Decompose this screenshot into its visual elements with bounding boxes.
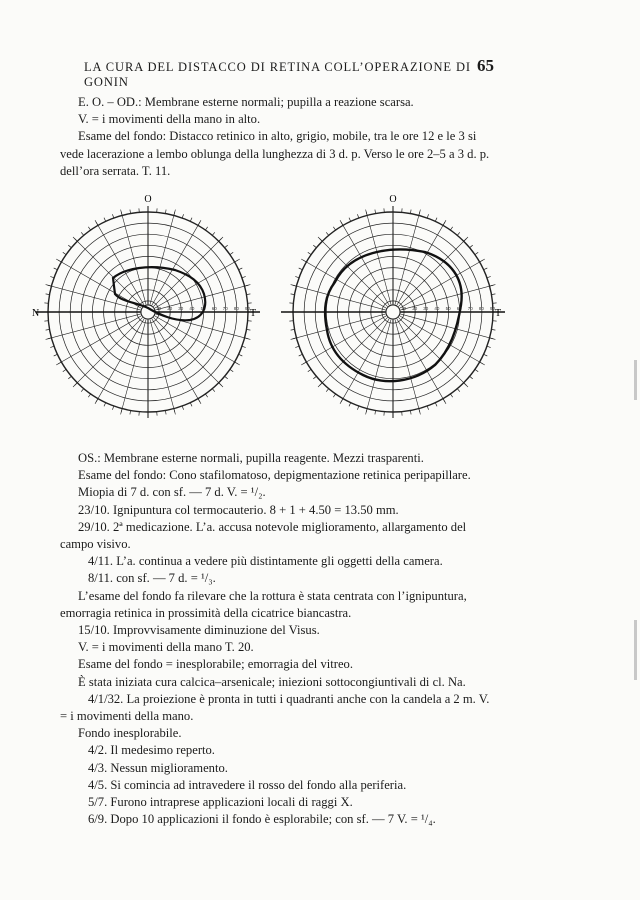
grid-tick [419,409,420,413]
grid-tick [46,294,50,295]
chart-left-label: N [32,308,40,319]
grid-tick [427,214,428,218]
scan-edge-mark [634,360,637,400]
grid-tick [225,376,228,379]
grid-tick [435,403,437,407]
grid-tick [81,232,84,235]
grid-meridian [398,317,468,387]
grid-tick [427,406,428,410]
center-disc [386,305,400,319]
grid-tick [326,232,329,235]
grid-tick [225,245,228,248]
paragraph: 15/10. Improvvisamente diminuzione del Visus. [78,623,320,638]
grid-tick [88,394,90,397]
chart-top-label: O [389,194,397,205]
grid-tick [457,232,460,235]
grid-tick [480,260,484,262]
grid-tick [121,212,122,216]
grid-tick [490,338,494,339]
grid-tick [58,260,62,262]
paragraph: Esame del fondo: Distacco retinico in alto, grigio, mobile, tra le ore 12 e le 3 si vede lacerazione a lembo oblunga della lunghezza di 3 d. p. Verso le ore 2–5 a 3 d. p. dell’ora serrata. T. 11. [60,129,490,178]
grid-tick [475,252,478,254]
grid-tick [299,268,303,270]
grid-tick [470,376,473,379]
paragraph: 4/5. Si comincia ad intravedere il rosso del fondo alla periferia. [88,777,407,792]
grid-tick [230,369,233,371]
grid-tick [245,285,249,286]
ring-label: 40 [189,306,195,311]
grid-meridian [73,317,143,387]
grid-tick [484,354,488,356]
ring-label: 50 [200,306,206,311]
ring-label: 40 [434,306,440,311]
grid-meridian [291,314,387,340]
grid-tick [112,214,113,218]
grid-tick [235,362,239,364]
grid-tick [68,245,71,248]
grid-tick [212,389,215,392]
grid-tick [190,403,192,407]
grid-tick [487,276,491,277]
grid-tick [320,383,323,386]
paragraph: 4/11. L’a. continua a vedere più distintamente gli oggetti della camera. [88,554,443,569]
grid-tick [165,411,166,415]
ring-label: 10 [401,306,407,311]
grid-tick [492,329,496,330]
paragraph: V. = i movimenti della mano T. 20. [78,640,254,655]
paragraph: 29/10. 2ª medicazione. L’a. accusa notevole miglioramento, allargamento del campo visivo. [60,519,467,552]
grid-tick [333,227,335,230]
ring-label: 30 [423,306,429,311]
paragraph: È stata iniziata cura calcica–arsenicale; iniezioni sottocongiuntivali di cl. Na. [78,674,466,689]
grid-tick [112,406,113,410]
grid-tick [54,268,58,270]
grid-meridian [318,317,388,387]
grid-tick [464,383,467,386]
ring-label: 60 [211,306,217,311]
paragraph: 23/10. Ignipuntura col termocauterio. 8 + 1 + 4.50 = 13.50 mm. [78,502,399,517]
grid-tick [443,222,445,226]
grid-meridian [153,317,223,387]
grid-tick [75,239,78,242]
ring-label: 80 [478,306,484,311]
grid-tick [96,222,98,226]
grid-tick [54,354,58,356]
paragraph: Fondo inesplorabile. [78,726,182,741]
grid-tick [435,218,437,222]
grid-tick [295,276,299,277]
grid-tick [375,210,376,214]
grid-tick [299,354,303,356]
paragraph: 5/7. Furono intraprese applicazioni locali di raggi X. [88,795,353,810]
grid-tick [313,376,316,379]
grid-tick [308,369,311,371]
grid-tick [104,403,106,407]
grid-tick [81,389,84,392]
grid-tick [88,227,90,230]
grid-tick [291,329,295,330]
ring-label: 90 [490,306,496,311]
grid-tick [205,394,207,397]
ring-label: 30 [178,306,184,311]
paragraph: Esame del fondo = inesplorabile; emorragia del vitreo. [78,657,353,672]
ring-label: 50 [445,306,451,311]
grid-tick [492,294,496,295]
grid-tick [182,214,183,218]
running-header [84,56,494,90]
grid-tick [104,218,106,222]
grid-tick [357,406,358,410]
grid-tick [239,354,243,356]
visual-field-chart-left [30,190,260,430]
ring-label: 60 [456,306,462,311]
grid-tick [293,285,297,286]
grid-tick [487,346,491,347]
grid-tick [198,399,200,403]
grid-meridian [121,319,147,415]
grid-tick [48,338,52,339]
grid-tick [239,268,243,270]
ring-label: 10 [156,306,162,311]
grid-tick [484,268,488,270]
grid-tick [63,369,66,371]
grid-tick [303,362,307,364]
grid-meridian [150,210,176,306]
page-number: 65 [477,56,494,75]
grid-tick [205,227,207,230]
grid-tick [291,294,295,295]
grid-tick [174,212,175,216]
perimetry-grid [281,206,505,418]
grid-tick [480,362,484,364]
grid-tick [190,218,192,222]
grid-tick [182,406,183,410]
grid-tick [366,212,367,216]
grid-tick [235,260,239,262]
paragraph: 4/1/32. La proiezione è pronta in tutti i quadranti anche con la candela a 2 m. V. = i movimenti della mano. [60,691,490,724]
grid-tick [349,218,351,222]
ring-label: 70 [222,306,228,311]
grid-meridian [291,285,387,311]
grid-tick [419,212,420,216]
grid-tick [293,338,297,339]
ring-label: 20 [167,306,173,311]
grid-tick [357,214,358,218]
grid-tick [242,346,246,347]
grid-tick [295,346,299,347]
grid-meridian [121,210,147,306]
grid-tick [46,329,50,330]
grid-tick [470,245,473,248]
grid-tick [198,222,200,226]
grid-tick [219,239,222,242]
paragraph: 6/9. Dopo 10 applicazioni il fondo è esplorabile; con sf. — 7 V. = ¹/₄. [88,812,436,827]
paragraph: OS.: Membrane esterne normali, pupilla reagente. Mezzi trasparenti. [78,451,424,465]
grid-tick [341,222,343,226]
grid-tick [242,276,246,277]
grid-tick [130,411,131,415]
grid-tick [366,409,367,413]
chart-right-label: T [250,308,257,319]
perimetry-grid [36,206,260,418]
grid-tick [230,252,233,254]
grid-tick [130,210,131,214]
grid-tick [303,260,307,262]
paragraph: V. = i movimenti della mano in alto. [78,112,261,127]
grid-tick [75,383,78,386]
scan-edge-mark [634,620,637,680]
grid-tick [457,389,460,392]
grid-tick [58,362,62,364]
grid-tick [68,376,71,379]
grid-meridian [46,285,142,311]
grid-tick [410,411,411,415]
ring-label: 90 [245,306,251,311]
grid-tick [375,411,376,415]
perimetry-chart-left-svg [30,190,260,430]
chart-top-label: O [144,194,152,205]
grid-tick [247,294,251,295]
visual-field-chart-right [275,190,505,430]
grid-meridian [73,237,143,307]
grid-tick [464,239,467,242]
ring-label: 20 [412,306,418,311]
grid-meridian [366,210,392,306]
grid-tick [490,285,494,286]
grid-tick [313,245,316,248]
grid-tick [333,394,335,397]
grid-tick [410,210,411,214]
grid-meridian [395,210,421,306]
grid-meridian [46,314,142,340]
chart-right-label: T [495,308,502,319]
ring-label: 70 [467,306,473,311]
bottom-text-block [60,450,490,828]
grid-meridian [153,237,223,307]
perimetry-chart-right-svg [275,190,505,430]
grid-tick [475,369,478,371]
grid-tick [308,252,311,254]
grid-meridian [366,319,392,415]
grid-tick [443,399,445,403]
top-text-block [60,94,490,180]
grid-meridian [398,237,468,307]
grid-tick [245,338,249,339]
grid-tick [320,239,323,242]
grid-tick [450,394,452,397]
grid-tick [121,409,122,413]
paragraph: Miopia di 7 d. con sf. — 7 d. V. = ¹/₂. [78,485,266,500]
grid-tick [165,210,166,214]
grid-tick [247,329,251,330]
grid-tick [50,276,54,277]
grid-tick [212,232,215,235]
grid-tick [174,409,175,413]
grid-tick [96,399,98,403]
grid-tick [450,227,452,230]
grid-meridian [400,314,496,340]
running-title: LA CURA DEL DISTACCO DI RETINA COLL’OPERAZIONE DI GONIN [84,60,471,89]
grid-tick [63,252,66,254]
paragraph: 4/2. Il medesimo reperto. [88,743,215,758]
visual-field-figures [30,190,510,430]
grid-tick [50,346,54,347]
grid-meridian [150,319,176,415]
grid-tick [349,403,351,407]
paragraph: L’esame del fondo fa rilevare che la rottura è stata centrata con l’ignipuntura, emorragia retinica in prossimità della cicatrice biancastra. [60,588,467,620]
paragraph: 4/3. Nessun miglioramento. [88,760,228,775]
grid-tick [326,389,329,392]
paragraph: 8/11. con sf. — 7 d. = ¹/₃. [88,571,216,586]
grid-tick [341,399,343,403]
paragraph: Esame del fondo: Cono stafilomatoso, depigmentazione retinica peripapillare. [78,468,471,483]
ring-label: 80 [233,306,239,311]
grid-tick [48,285,52,286]
paragraph: E. O. – OD.: Membrane esterne normali; pupilla a reazione scarsa. [78,95,414,109]
grid-tick [219,383,222,386]
grid-meridian [395,319,421,415]
